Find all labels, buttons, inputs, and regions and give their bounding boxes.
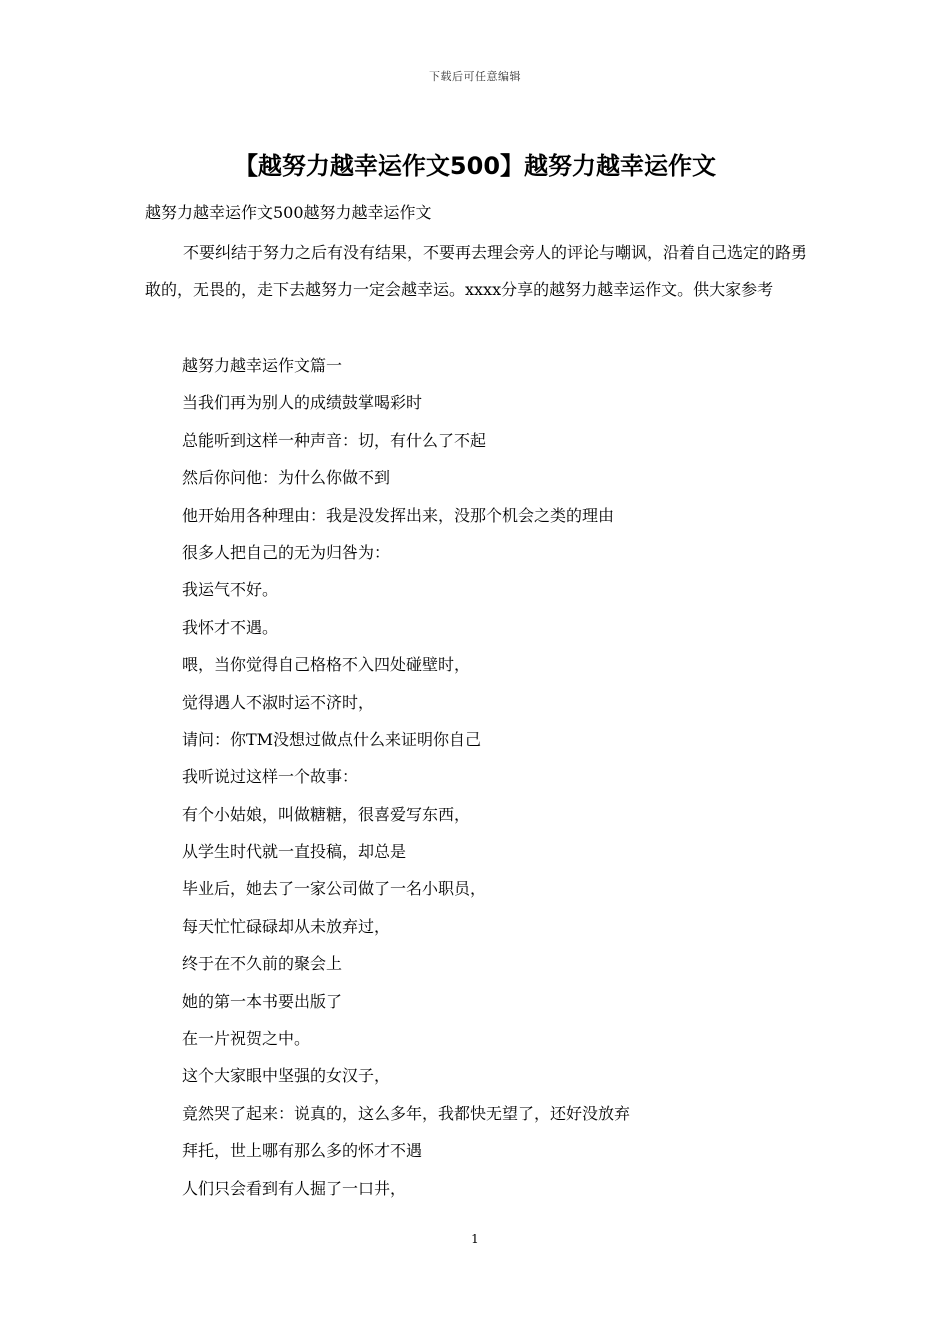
body-line: 拜托，世上哪有那么多的怀才不遇 [182, 1141, 423, 1161]
body-line: 越努力越幸运作文篇一 [182, 356, 343, 375]
intro-paragraph: 不要纠结于努力之后有没有结果，不要再去理会旁人的评论与嘲讽，沿着自己选定的路勇敢的，无畏的，走下去越努力一定会越幸运。xxxx分享的越努力越幸运作文。供大家参考 [145, 243, 808, 299]
page-header: 下载后可任意编辑 [429, 70, 521, 83]
body-line: 请问：你TM没想过做点什么来证明你自己 [182, 729, 482, 749]
body-line: 竟然哭了起来：说真的，这么多年，我都快无望了，还好没放弃 [182, 1103, 631, 1123]
body-line: 从学生时代就一直投稿，却总是 [182, 842, 407, 862]
body-line: 很多人把自己的无为归咎为： [182, 542, 391, 562]
document-subtitle: 越努力越幸运作文500越努力越幸运作文 [145, 203, 432, 222]
body-line: 她的第一本书要出版了 [182, 991, 343, 1011]
body-lines [182, 347, 630, 1207]
body-line: 终于在不久前的聚会上 [182, 954, 343, 974]
body-line: 有个小姑娘，叫做糖糖，很喜爱写东西， [182, 804, 471, 824]
body-line: 喂，当你觉得自己格格不入四处碰壁时， [182, 655, 471, 675]
body-line: 我怀才不遇。 [182, 617, 279, 637]
body-line: 每天忙忙碌碌却从未放弃过， [182, 916, 391, 936]
body-line: 在一片祝贺之中。 [182, 1029, 311, 1049]
body-line: 他开始用各种理由：我是没发挥出来，没那个机会之类的理由 [182, 505, 615, 525]
body-line: 毕业后，她去了一家公司做了一名小职员， [182, 879, 487, 899]
body-line: 这个大家眼中坚强的女汉子， [182, 1066, 391, 1086]
body-line: 然后你问他：为什么你做不到 [182, 468, 391, 488]
body-line: 当我们再为别人的成绩鼓掌喝彩时 [182, 393, 423, 413]
body-line: 觉得遇人不淑时运不济时， [182, 692, 375, 712]
body-line: 总能听到这样一种声音：切，有什么了不起 [182, 430, 487, 450]
document-title: 【越努力越幸运作文500】越努力越幸运作文 [233, 152, 717, 180]
body-line: 我运气不好。 [182, 580, 279, 600]
body-line: 人们只会看到有人掘了一口井， [182, 1178, 407, 1198]
body-line: 我听说过这样一个故事： [182, 767, 359, 787]
page-number: 1 [471, 1232, 479, 1246]
